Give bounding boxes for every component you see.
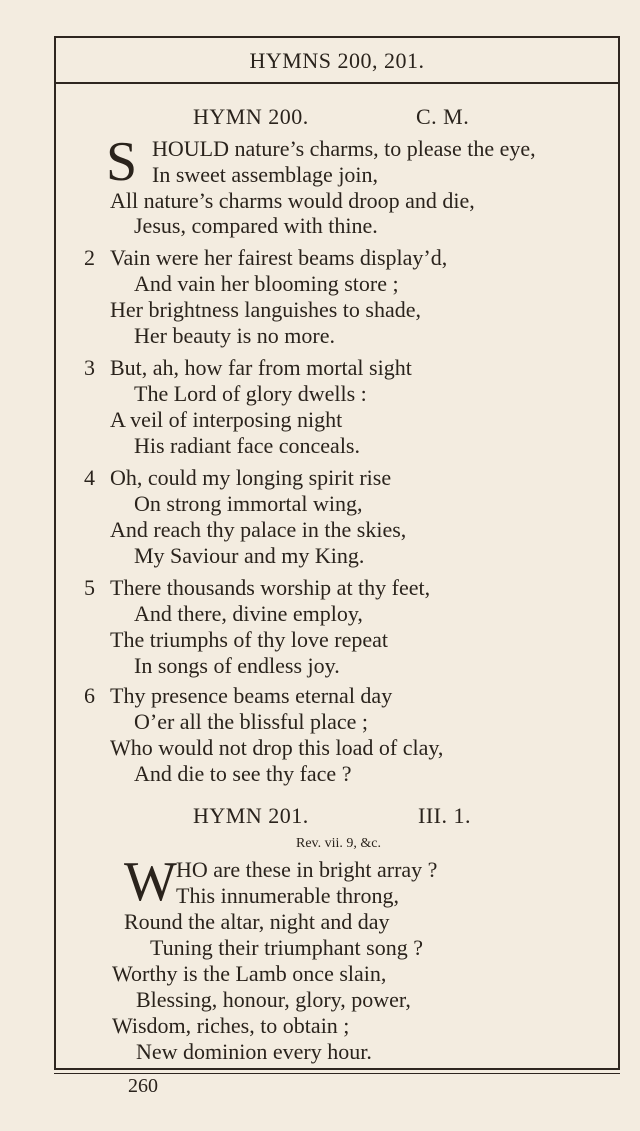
verse-line: A veil of interposing night xyxy=(110,407,343,432)
verse-number: 6 xyxy=(84,683,95,708)
verse-line: Blessing, honour, glory, power, xyxy=(136,987,411,1012)
verse-line: In songs of endless joy. xyxy=(134,653,340,678)
hymn-201-number: HYMN 201. xyxy=(193,803,309,828)
verse-line: My Saviour and my King. xyxy=(134,543,365,568)
verse-line: And die to see thy face ? xyxy=(134,761,352,786)
verse-line: Vain were her fairest beams display’d, xyxy=(110,245,448,270)
verse-line: But, ah, how far from mortal sight xyxy=(110,355,412,380)
verse-line: And there, divine employ, xyxy=(134,601,363,626)
verse-line: Wisdom, riches, to obtain ; xyxy=(112,1013,350,1038)
verse-number: 4 xyxy=(84,465,95,490)
verse-number: 2 xyxy=(84,245,95,270)
verse-number: 3 xyxy=(84,355,95,380)
verse-line: The triumphs of thy love repeat xyxy=(110,627,388,652)
verse-line: This innumerable throng, xyxy=(176,883,400,908)
verse-line: His radiant face conceals. xyxy=(134,433,360,458)
running-header: HYMNS 200, 201. xyxy=(56,38,618,84)
verse-line: Her brightness languishes to shade, xyxy=(110,297,421,322)
verse-line: Who would not drop this load of clay, xyxy=(110,735,444,760)
verse-line: The Lord of glory dwells : xyxy=(134,381,367,406)
verse-line: And vain her blooming store ; xyxy=(134,271,399,296)
verse-line: Tuning their triumphant song ? xyxy=(150,935,423,960)
hymn-200-dropcap: S xyxy=(106,131,138,193)
scripture-reference: Rev. vii. 9, &c. xyxy=(296,836,382,851)
hymn-200-number: HYMN 200. xyxy=(193,104,309,129)
hymn-200-meter: C. M. xyxy=(416,104,470,129)
verse-line: And reach thy palace in the skies, xyxy=(110,517,407,542)
verse-line: There thousands worship at thy feet, xyxy=(110,575,431,600)
verse-line: Oh, could my longing spirit rise xyxy=(110,465,392,490)
verse-line: HOULD nature’s charms, to please the eye, xyxy=(152,136,536,161)
verse-line: Jesus, compared with thine. xyxy=(134,213,378,238)
verse-line: O’er all the blissful place ; xyxy=(134,709,368,734)
verse-number: 5 xyxy=(84,575,95,600)
hymn-201-meter: III. 1. xyxy=(418,803,471,828)
verse-line: Worthy is the Lamb once slain, xyxy=(112,961,387,986)
page-number: 260 xyxy=(128,1075,158,1097)
verse-line: Round the altar, night and day xyxy=(124,909,390,934)
verse-line: In sweet assemblage join, xyxy=(152,162,379,187)
hymn-201-dropcap: W xyxy=(124,851,177,913)
verse-line: On strong immortal wing, xyxy=(134,491,363,516)
verse-line: New dominion every hour. xyxy=(136,1039,372,1064)
verse-line: HO are these in bright array ? xyxy=(176,857,438,882)
verse-line: Thy presence beams eternal day xyxy=(110,683,393,708)
verse-line: Her beauty is no more. xyxy=(134,323,335,348)
frame-bottom-rule xyxy=(54,1073,620,1074)
verse-line: All nature’s charms would droop and die, xyxy=(110,188,475,213)
